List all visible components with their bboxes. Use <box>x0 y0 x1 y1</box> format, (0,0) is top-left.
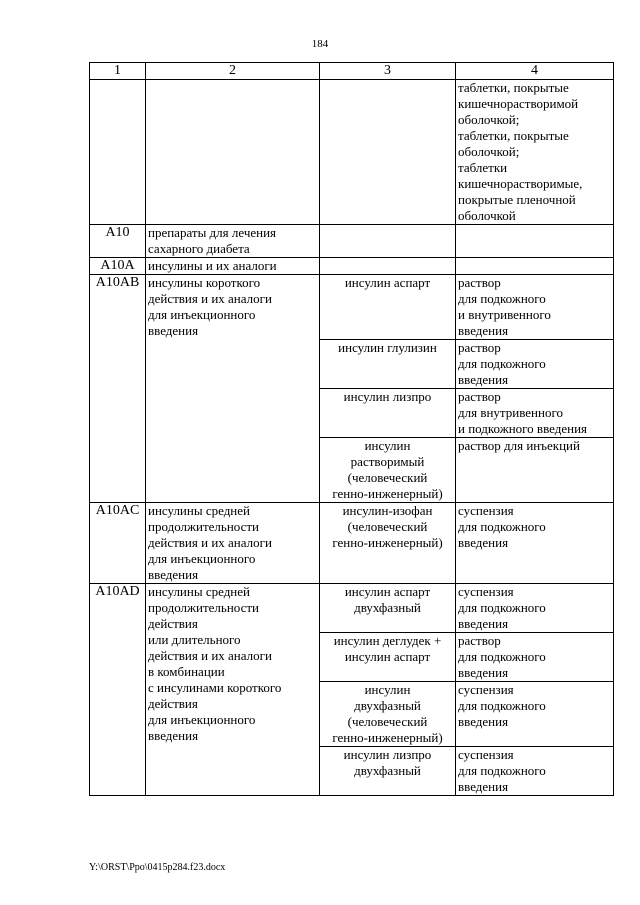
dosage-form-cell: суспензия для подкожного введения <box>456 503 614 584</box>
drug-name-cell: инсулин глулизин <box>320 340 456 389</box>
drug-name-cell: инсулин растворимый (человеческий генно-инженерный) <box>320 438 456 503</box>
group-name-cell: препараты для лечения сахарного диабета <box>146 225 320 258</box>
dosage-form-cell <box>456 258 614 275</box>
group-name-cell: инсулины средней продолжительности действия или длительного действия и их аналоги в комбинации с инсулинами короткого действия для инъекционного введения <box>146 584 320 796</box>
table-row <box>90 258 614 275</box>
table-row <box>90 503 614 584</box>
document-path-footer: Y:\ORST\Ppo\0415p284.f23.docx <box>89 862 226 873</box>
drug-name-cell: инсулин аспарт <box>320 275 456 340</box>
group-name-cell: инсулины средней продолжительности действия и их аналоги для инъекционного введения <box>146 503 320 584</box>
dosage-form-cell: суспензия для подкожного введения <box>456 584 614 633</box>
column-header-1: 1 <box>90 63 146 80</box>
table-row <box>90 225 614 258</box>
drug-name-cell: инсулин деглудек + инсулин аспарт <box>320 633 456 682</box>
drug-name-cell: инсулин лизпро <box>320 389 456 438</box>
atc-code-cell: A10AD <box>90 584 146 796</box>
atc-code-cell: A10AC <box>90 503 146 584</box>
drug-name-cell <box>320 80 456 225</box>
dosage-form-cell: раствор для внутривенного и подкожного введения <box>456 389 614 438</box>
column-header-2: 2 <box>146 63 320 80</box>
drug-name-cell: инсулин аспарт двухфазный <box>320 584 456 633</box>
drug-name-cell: инсулин-изофан (человеческий генно-инженерный) <box>320 503 456 584</box>
dosage-form-cell <box>456 225 614 258</box>
dosage-form-cell: раствор для инъекций <box>456 438 614 503</box>
atc-code-cell: A10AB <box>90 275 146 503</box>
table-row <box>90 80 614 225</box>
dosage-form-cell: суспензия для подкожного введения <box>456 682 614 747</box>
table-row <box>90 275 614 340</box>
column-header-4: 4 <box>456 63 614 80</box>
atc-code-cell: A10A <box>90 258 146 275</box>
dosage-form-cell: раствор для подкожного и внутривенного введения <box>456 275 614 340</box>
drug-name-cell: инсулин лизпро двухфазный <box>320 747 456 796</box>
dosage-form-cell: раствор для подкожного введения <box>456 340 614 389</box>
dosage-form-cell: суспензия для подкожного введения <box>456 747 614 796</box>
table-header-row <box>90 63 614 80</box>
dosage-form-cell: раствор для подкожного введения <box>456 633 614 682</box>
drug-list-table <box>89 62 614 796</box>
dosage-form-cell: таблетки, покрытые кишечнорастворимой оболочкой; таблетки, покрытые оболочкой; таблетки кишечнорастворимые, покрытые пленочной оболочкой <box>456 80 614 225</box>
group-name-cell: инсулины короткого действия и их аналоги для инъекционного введения <box>146 275 320 503</box>
page-number: 184 <box>311 38 329 50</box>
atc-code-cell <box>90 80 146 225</box>
drug-name-cell <box>320 258 456 275</box>
group-name-cell: инсулины и их аналоги <box>146 258 320 275</box>
group-name-cell <box>146 80 320 225</box>
table-row <box>90 584 614 633</box>
atc-code-cell: A10 <box>90 225 146 258</box>
column-header-3: 3 <box>320 63 456 80</box>
drug-name-cell: инсулин двухфазный (человеческий генно-инженерный) <box>320 682 456 747</box>
drug-name-cell <box>320 225 456 258</box>
